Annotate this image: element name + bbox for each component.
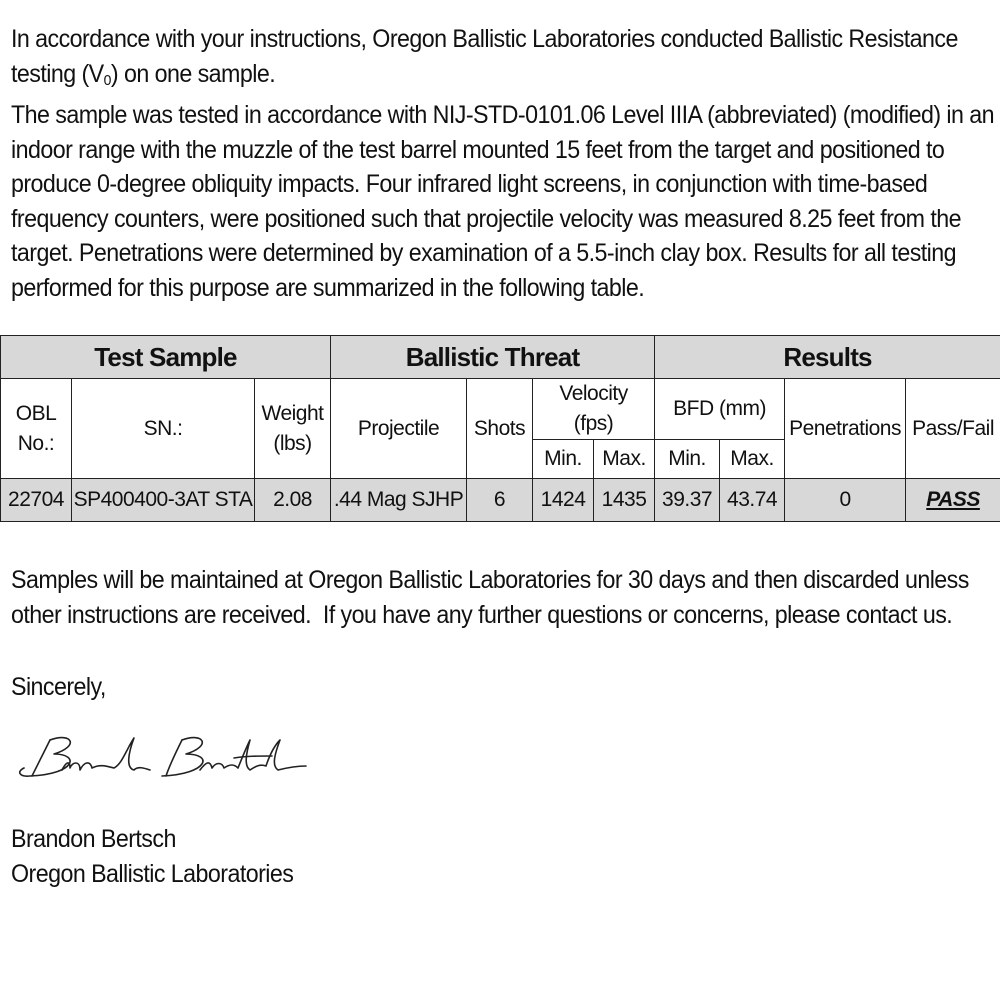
column-header-row bbox=[1, 379, 1000, 440]
cell-bfd-max: 43.74 bbox=[720, 479, 785, 522]
cell-weight: 2.08 bbox=[255, 479, 331, 522]
closing-paragraph bbox=[11, 563, 969, 632]
signer-organization: Oregon Ballistic Laboratories bbox=[11, 859, 294, 888]
cell-penetrations: 0 bbox=[785, 479, 906, 522]
cell-shots: 6 bbox=[467, 479, 533, 522]
group-ballistic-threat: Ballistic Threat bbox=[331, 336, 655, 379]
header-obl-line2: No.: bbox=[17, 431, 55, 455]
cell-projectile: .44 Mag SJHP bbox=[331, 479, 467, 522]
cell-pass-fail bbox=[906, 479, 1000, 522]
header-bfd-max: Max. bbox=[720, 440, 785, 479]
cell-velocity-max: 1435 bbox=[594, 479, 655, 522]
header-sn: SN.: bbox=[72, 379, 255, 479]
intro-line: indoor range with the muzzle of the test barrel mounted 15 feet from the target and positioned to bbox=[11, 135, 945, 164]
signer-name: Brandon Bertsch bbox=[11, 825, 176, 853]
header-weight-line2: (lbs) bbox=[273, 431, 312, 455]
salutation: Sincerely, bbox=[11, 673, 106, 701]
closing-line: Samples will be maintained at Oregon Ballistic Laboratories for 30 days and then discarded unless bbox=[11, 566, 969, 594]
header-weight bbox=[255, 379, 331, 479]
header-velocity-max: Max. bbox=[594, 440, 655, 479]
header-velocity bbox=[533, 379, 655, 440]
intro-line: produce 0-degree obliquity impacts. Four infrared light screens, in conjunction with time-based bbox=[11, 170, 928, 198]
header-pass-fail: Pass/Fail bbox=[906, 379, 1000, 479]
intro-paragraph bbox=[11, 22, 995, 305]
cell-sn: SP400400-3AT STA bbox=[72, 479, 255, 522]
testing-suffix: ) bbox=[110, 59, 119, 88]
results-table bbox=[0, 335, 1000, 522]
v-subscript: 0 bbox=[103, 71, 111, 89]
cell-bfd-min: 39.37 bbox=[655, 479, 720, 522]
testing-prefix: testing (V bbox=[11, 59, 104, 88]
intro-line: The sample was tested in accordance with NIJ-STD-0101.06 Level IIIA (abbreviated) (modified) in an bbox=[11, 101, 995, 129]
signature-image bbox=[10, 730, 310, 790]
cell-velocity-min: 1424 bbox=[533, 479, 594, 522]
table-row bbox=[1, 479, 1000, 522]
pass-result: PASS bbox=[926, 488, 980, 511]
intro-testing-line bbox=[11, 57, 927, 99]
cell-obl-no: 22704 bbox=[1, 479, 72, 522]
header-bfd: BFD (mm) bbox=[655, 379, 785, 440]
header-velocity-line2: (fps) bbox=[573, 412, 614, 435]
intro-line: target. Penetrations were determined by examination of a 5.5-inch clay box. Results for all testing bbox=[11, 239, 957, 267]
closing-line: other instructions are received. If you have any further questions or concerns, please contact us. bbox=[11, 600, 953, 629]
intro-line: frequency counters, were positioned such that projectile velocity was measured 8.25 feet from the bbox=[11, 204, 962, 233]
header-projectile: Projectile bbox=[331, 379, 467, 479]
header-velocity-min: Min. bbox=[533, 440, 594, 479]
group-header-row bbox=[1, 336, 1000, 379]
header-obl-no bbox=[1, 379, 72, 479]
group-test-sample: Test Sample bbox=[1, 336, 331, 379]
intro-line: In accordance with your instructions, Oregon Ballistic Laboratories conducted Ballistic Resistance bbox=[11, 25, 958, 53]
header-bfd-min: Min. bbox=[655, 440, 720, 479]
header-velocity-line1: Velocity bbox=[559, 382, 628, 405]
header-shots: Shots bbox=[467, 379, 533, 479]
header-obl-line1: OBL bbox=[15, 401, 57, 425]
header-weight-line1: Weight bbox=[261, 401, 324, 425]
header-penetrations: Penetrations bbox=[785, 379, 906, 479]
group-results: Results bbox=[655, 336, 1000, 379]
testing-rest: on one sample. bbox=[123, 59, 276, 88]
intro-line: performed for this purpose are summarized in the following table. bbox=[11, 273, 645, 302]
signer-block bbox=[11, 822, 927, 891]
